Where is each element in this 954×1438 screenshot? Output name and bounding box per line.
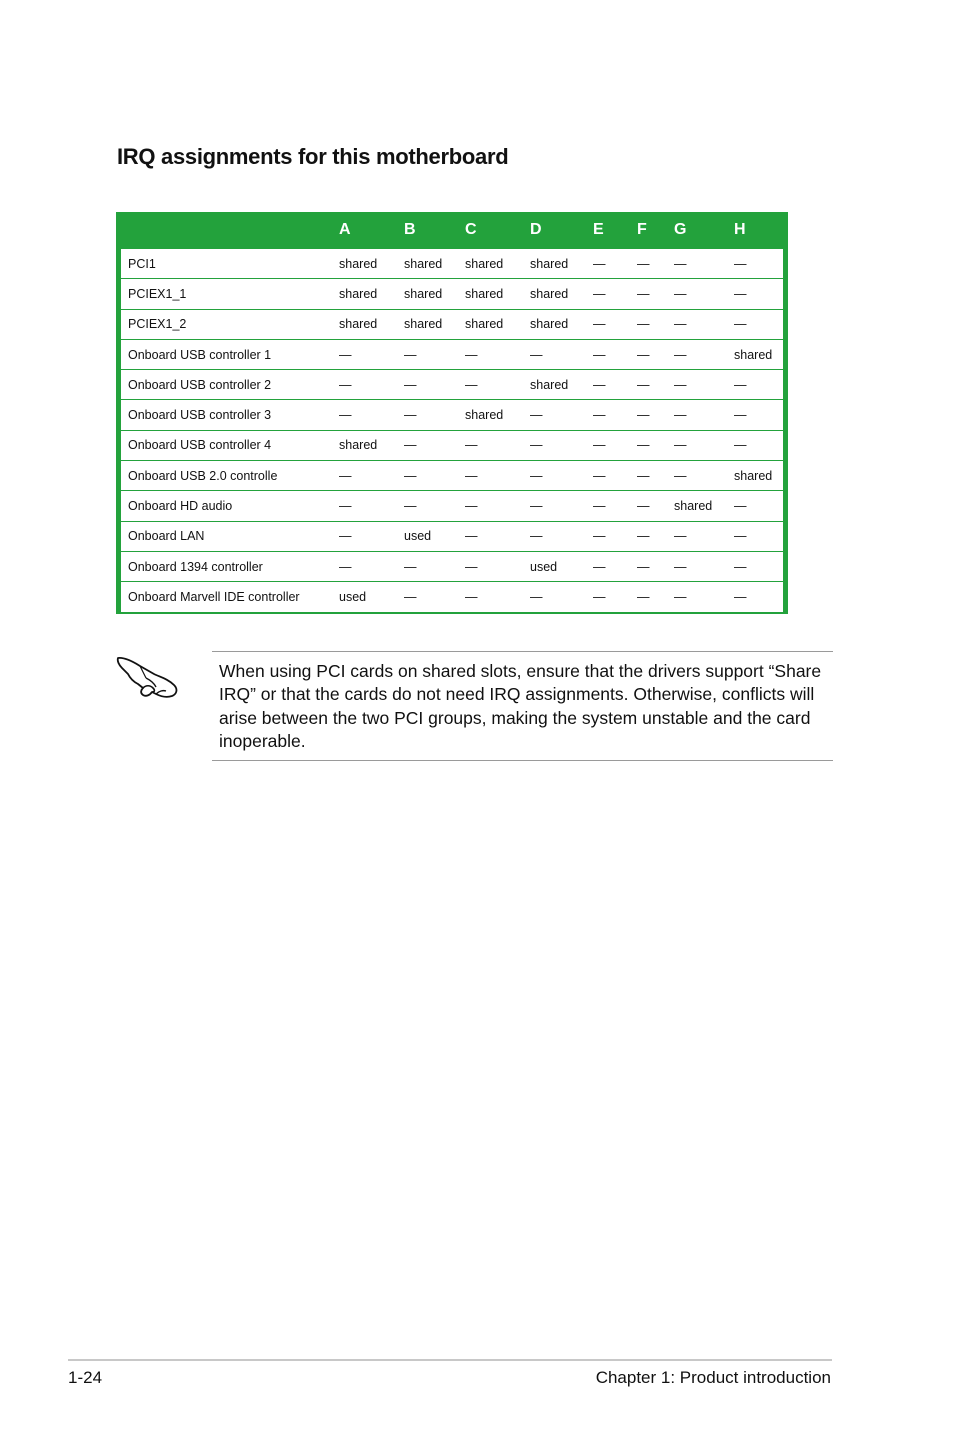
irq-cell: — — [734, 491, 783, 521]
irq-cell: — — [339, 491, 404, 521]
irq-cell: — — [593, 491, 637, 521]
irq-cell: — — [593, 430, 637, 460]
irq-cell: — — [593, 582, 637, 612]
irq-cell: — — [674, 551, 734, 581]
irq-cell: — — [404, 582, 465, 612]
irq-cell: — — [593, 551, 637, 581]
footer-divider — [68, 1359, 832, 1361]
irq-cell: — — [339, 521, 404, 551]
footer-page-number: 1-24 — [68, 1368, 103, 1387]
irq-cell: — — [637, 551, 674, 581]
irq-cell: — — [465, 430, 530, 460]
irq-cell: shared — [465, 400, 530, 430]
irq-cell: shared — [339, 309, 404, 339]
table-header-row — [121, 212, 783, 249]
irq-cell: — — [674, 582, 734, 612]
irq-cell: — — [674, 430, 734, 460]
irq-cell: shared — [530, 249, 593, 279]
table-row — [121, 249, 783, 279]
table-row — [121, 370, 783, 400]
irq-cell: — — [637, 521, 674, 551]
irq-cell: — — [465, 521, 530, 551]
device-name-cell: Onboard USB controller 4 — [121, 430, 339, 460]
irq-cell: shared — [339, 249, 404, 279]
irq-cell: shared — [465, 249, 530, 279]
irq-cell: — — [404, 400, 465, 430]
irq-cell: — — [339, 370, 404, 400]
device-name-cell: Onboard Marvell IDE controller — [121, 582, 339, 612]
device-name-cell: PCIEX1_2 — [121, 309, 339, 339]
irq-cell: — — [530, 491, 593, 521]
device-name-cell: Onboard 1394 controller — [121, 551, 339, 581]
irq-cell: — — [734, 551, 783, 581]
irq-cell: used — [404, 521, 465, 551]
irq-cell: — — [593, 249, 637, 279]
column-header-device — [121, 212, 339, 249]
irq-cell: shared — [734, 339, 783, 369]
irq-cell: used — [339, 582, 404, 612]
irq-cell: — — [593, 521, 637, 551]
irq-cell: shared — [734, 461, 783, 491]
page-title: IRQ assignments for this motherboard — [117, 144, 509, 169]
column-header-irq-d: D — [530, 221, 542, 238]
irq-cell: — — [637, 339, 674, 369]
column-header-irq-a: A — [339, 221, 351, 238]
table-row — [121, 582, 783, 612]
irq-cell: — — [530, 400, 593, 430]
irq-table-frame — [116, 212, 788, 614]
irq-cell: — — [465, 582, 530, 612]
footer-chapter-title: Chapter 1: Product introduction — [595, 1368, 831, 1387]
irq-cell: — — [637, 309, 674, 339]
irq-cell: — — [465, 461, 530, 491]
irq-cell: — — [674, 339, 734, 369]
irq-cell: — — [637, 400, 674, 430]
irq-cell: — — [637, 582, 674, 612]
irq-cell: — — [637, 461, 674, 491]
device-name-cell: PCI1 — [121, 249, 339, 279]
irq-cell: shared — [404, 279, 465, 309]
irq-cell: — — [465, 339, 530, 369]
irq-cell: — — [404, 461, 465, 491]
irq-cell: shared — [339, 279, 404, 309]
irq-table — [121, 212, 783, 612]
irq-cell: — — [674, 370, 734, 400]
irq-cell: — — [593, 279, 637, 309]
irq-cell: — — [734, 521, 783, 551]
irq-cell: — — [674, 279, 734, 309]
irq-cell: shared — [530, 370, 593, 400]
column-header-irq-e: E — [593, 221, 604, 238]
column-header-irq-c: C — [465, 221, 477, 238]
irq-cell: — — [734, 249, 783, 279]
table-row — [121, 461, 783, 491]
device-name-cell: Onboard LAN — [121, 521, 339, 551]
device-name-cell: Onboard HD audio — [121, 491, 339, 521]
irq-cell: — — [339, 400, 404, 430]
irq-cell: — — [637, 279, 674, 309]
irq-cell: — — [734, 582, 783, 612]
irq-cell: — — [637, 370, 674, 400]
note-text: When using PCI cards on shared slots, ensure that the drivers support “Share IRQ” or that the cards do not need IRQ assignments. Otherwise, conflicts will arise between the two PCI groups, making the system unstable and the card inoperable. — [219, 661, 822, 751]
irq-cell: used — [530, 551, 593, 581]
irq-cell: — — [404, 551, 465, 581]
table-row — [121, 491, 783, 521]
irq-cell: — — [339, 551, 404, 581]
irq-cell: — — [674, 521, 734, 551]
table-row — [121, 339, 783, 369]
note-divider-top — [212, 651, 833, 652]
column-header-irq-h: H — [734, 221, 746, 238]
irq-cell: — — [637, 249, 674, 279]
irq-cell: — — [674, 400, 734, 430]
irq-cell: — — [734, 279, 783, 309]
table-row — [121, 551, 783, 581]
table-row — [121, 430, 783, 460]
device-name-cell: Onboard USB controller 2 — [121, 370, 339, 400]
device-name-cell: Onboard USB 2.0 controlle — [121, 461, 339, 491]
irq-cell: — — [465, 491, 530, 521]
irq-cell: shared — [465, 309, 530, 339]
column-header-irq-b: B — [404, 221, 416, 238]
irq-cell: — — [593, 370, 637, 400]
table-row — [121, 521, 783, 551]
irq-cell: — — [674, 249, 734, 279]
note-divider-bottom — [212, 760, 833, 761]
irq-cell: — — [530, 430, 593, 460]
irq-cell: — — [465, 370, 530, 400]
irq-cell: — — [674, 461, 734, 491]
irq-cell: — — [593, 339, 637, 369]
irq-cell: — — [637, 491, 674, 521]
irq-cell: shared — [404, 309, 465, 339]
irq-cell: shared — [404, 249, 465, 279]
irq-cell: — — [530, 461, 593, 491]
irq-cell: shared — [465, 279, 530, 309]
irq-cell: — — [530, 521, 593, 551]
irq-cell: — — [404, 339, 465, 369]
irq-cell: — — [734, 430, 783, 460]
irq-cell: — — [734, 309, 783, 339]
irq-cell: — — [465, 551, 530, 581]
irq-cell: — — [637, 430, 674, 460]
table-row — [121, 400, 783, 430]
irq-cell: shared — [674, 491, 734, 521]
column-header-irq-g: G — [674, 221, 687, 238]
device-name-cell: PCIEX1_1 — [121, 279, 339, 309]
irq-cell: — — [339, 339, 404, 369]
irq-cell: — — [530, 339, 593, 369]
irq-cell: — — [734, 400, 783, 430]
table-row — [121, 309, 783, 339]
device-name-cell: Onboard USB controller 3 — [121, 400, 339, 430]
irq-cell: shared — [530, 279, 593, 309]
irq-cell: — — [674, 309, 734, 339]
table-body — [121, 249, 783, 612]
irq-cell: — — [530, 582, 593, 612]
irq-cell: shared — [530, 309, 593, 339]
table-row — [121, 279, 783, 309]
irq-cell: — — [593, 461, 637, 491]
irq-cell: — — [593, 309, 637, 339]
irq-cell: shared — [339, 430, 404, 460]
irq-cell: — — [339, 461, 404, 491]
pointing-hand-icon — [116, 652, 180, 700]
irq-cell: — — [404, 370, 465, 400]
irq-cell: — — [404, 491, 465, 521]
device-name-cell: Onboard USB controller 1 — [121, 339, 339, 369]
irq-cell: — — [593, 400, 637, 430]
irq-cell: — — [734, 370, 783, 400]
column-header-irq-f: F — [637, 221, 647, 238]
irq-cell: — — [404, 430, 465, 460]
